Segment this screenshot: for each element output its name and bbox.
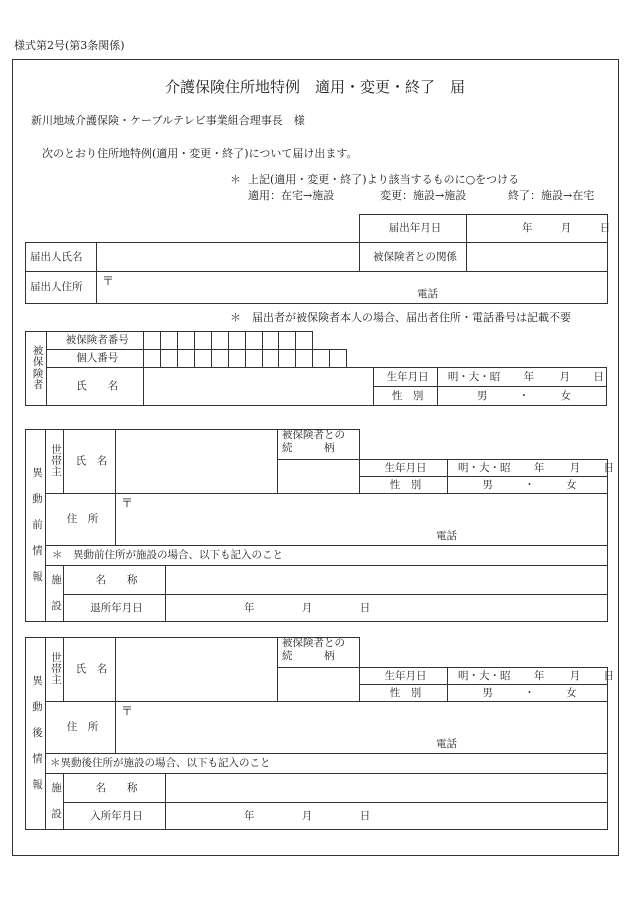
before-era: 明・大・昭 (458, 461, 511, 474)
before-year: 年 (533, 461, 545, 474)
after-name-field[interactable] (116, 638, 278, 702)
notifier-date-table (359, 214, 611, 243)
after-postal-mark: 〒 (121, 704, 134, 718)
insured-male[interactable]: 男 (476, 389, 488, 402)
after-entry-day: 日 (359, 809, 371, 822)
after-era: 明・大・昭 (458, 669, 511, 682)
before-facility-name-field[interactable] (166, 566, 608, 595)
insured-number-box[interactable] (211, 332, 228, 350)
after-entry-date-field[interactable] (166, 803, 608, 830)
before-leave-year: 年 (244, 601, 255, 614)
insured-number-box[interactable] (228, 332, 245, 350)
insured-name-label: 氏 名 (47, 368, 144, 406)
before-head-label: 世 帯 主 (46, 430, 64, 494)
insured-sex-field[interactable] (437, 387, 606, 406)
insured-birth-label: 生年月日 (374, 368, 437, 387)
insured-birth-field[interactable] (437, 368, 606, 387)
note-mark: ＊ (230, 173, 241, 186)
personal-number-box[interactable] (228, 350, 245, 368)
after-facility-side: 施 設 (46, 774, 64, 830)
after-male[interactable]: 男 (482, 686, 493, 699)
notifier-name-label: 届出人氏名 (26, 243, 97, 272)
before-facility-note: ＊ 異動前住所が施設の場合、以下も記入のこと (46, 546, 608, 566)
insured-female[interactable]: 女 (560, 389, 571, 402)
after-head-label: 世 帯 主 (46, 638, 64, 702)
after-entry-date-label: 入所年月日 (64, 803, 166, 830)
insured-era: 明・大・昭 (447, 370, 501, 383)
before-facility-name-label: 名 称 (64, 566, 166, 595)
insured-year: 年 (523, 370, 535, 383)
before-name-label: 氏 名 (64, 430, 116, 494)
before-leave-day: 日 (359, 601, 371, 614)
personal-number-box[interactable] (313, 350, 330, 368)
personal-number-box[interactable] (296, 350, 313, 368)
personal-number-box[interactable] (330, 350, 347, 368)
before-relation-field[interactable] (278, 460, 360, 494)
personal-number-box[interactable] (144, 350, 161, 368)
insured-side-label: 被 保 険 者 (26, 332, 47, 406)
after-facility-note: ＊異動後住所が施設の場合、以下も記入のこと (46, 754, 608, 774)
before-day: 日 (603, 461, 615, 474)
after-birth-label: 生年月日 (360, 668, 448, 685)
after-address-field[interactable] (116, 702, 608, 754)
after-relation-field[interactable] (278, 668, 360, 702)
insured-number-box[interactable] (279, 332, 296, 350)
insured-month: 月 (559, 370, 570, 383)
insured-sex-label: 性 別 (374, 387, 437, 406)
notifier-relation-label: 被保険者との関係 (360, 243, 467, 272)
insured-number-box[interactable] (161, 332, 178, 350)
personal-number-box[interactable] (211, 350, 228, 368)
before-facility-side: 施 設 (46, 566, 64, 622)
before-address-label: 住 所 (46, 494, 116, 546)
after-sex-label: 性 別 (360, 685, 448, 702)
before-table (25, 429, 615, 622)
before-female[interactable]: 女 (566, 478, 577, 491)
after-entry-year: 年 (244, 809, 255, 822)
before-male[interactable]: 男 (482, 478, 493, 491)
intro-text: 次のとおり住所地特例(適用・変更・終了)について届け出ます。 (42, 147, 358, 160)
insured-number-label: 被保険者番号 (47, 332, 144, 350)
insured-number-box[interactable] (296, 332, 313, 350)
note-apply: 適用：在宅→施設 (248, 189, 335, 202)
before-sex-field[interactable] (448, 477, 608, 494)
insured-name-field[interactable] (144, 368, 374, 406)
personal-number-box[interactable] (194, 350, 211, 368)
insured-number-box[interactable] (144, 332, 161, 350)
notifier-name-field[interactable] (97, 243, 360, 272)
note-line1: 上記(適用・変更・終了)より該当するものに○をつける (248, 173, 520, 186)
insured-sex-dot: ・ (518, 389, 530, 402)
personal-number-box[interactable] (245, 350, 262, 368)
after-female[interactable]: 女 (566, 686, 577, 699)
before-leave-month: 月 (301, 601, 313, 614)
personal-number-box[interactable] (279, 350, 296, 368)
notify-day: 日 (599, 222, 611, 235)
after-facility-name-field[interactable] (166, 774, 608, 803)
before-sex-dot: ・ (524, 478, 535, 491)
notifier-address-field[interactable] (97, 272, 608, 304)
after-table (25, 637, 615, 830)
before-side-label: 異 動 前 情 報 (26, 430, 46, 622)
notifier-phone-label: 電話 (417, 287, 438, 300)
note-change: 変更：施設→施設 (380, 189, 467, 202)
before-leave-date-label: 退所年月日 (64, 595, 166, 622)
insured-number-box[interactable] (194, 332, 211, 350)
after-day: 日 (603, 669, 615, 682)
before-leave-date-field[interactable] (166, 595, 608, 622)
insured-number-box[interactable] (178, 332, 195, 350)
notify-date-label: 届出年月日 (360, 215, 467, 243)
form-number: 様式第2号(第3条関係) (14, 39, 125, 52)
notify-year: 年 (522, 222, 533, 235)
notify-month: 月 (560, 222, 572, 235)
after-sex-dot: ・ (524, 686, 535, 699)
after-facility-name-label: 名 称 (64, 774, 166, 803)
after-sex-field[interactable] (448, 685, 608, 702)
insured-number-box[interactable] (262, 332, 279, 350)
note-end: 終了：施設→在宅 (508, 189, 595, 202)
after-entry-month: 月 (301, 809, 313, 822)
after-year: 年 (533, 669, 545, 682)
personal-number-label: 個人番号 (47, 350, 144, 368)
insured-table (25, 331, 607, 406)
before-name-field[interactable] (116, 430, 278, 494)
notifier-relation-field[interactable] (467, 243, 608, 272)
personal-number-box[interactable] (161, 350, 178, 368)
after-birth-field[interactable] (448, 668, 615, 685)
before-relation-label: 被保険者との 続 柄 (278, 430, 360, 460)
insured-day: 日 (593, 370, 604, 383)
form-title: 介護保険住所地特例 適用・変更・終了 届 (164, 78, 465, 96)
notifier-address-label: 届出人住所 (26, 272, 97, 304)
before-birth-field[interactable] (448, 460, 615, 477)
after-address-label: 住 所 (46, 702, 116, 754)
notifier-table (25, 242, 608, 304)
before-month: 月 (569, 461, 581, 474)
before-postal-mark: 〒 (121, 496, 134, 510)
after-name-label: 氏 名 (64, 638, 116, 702)
before-birth-label: 生年月日 (360, 460, 448, 477)
addressee: 新川地域介護保険・ケーブルテレビ事業組合理事長 様 (31, 114, 305, 127)
after-phone-label: 電話 (436, 737, 457, 750)
personal-number-box[interactable] (178, 350, 195, 368)
notify-date-field[interactable] (467, 215, 611, 243)
after-month: 月 (569, 669, 581, 682)
before-sex-label: 性 別 (360, 477, 448, 494)
notifier-postal-mark: 〒 (102, 274, 115, 288)
before-address-field[interactable] (116, 494, 608, 546)
personal-number-box[interactable] (262, 350, 279, 368)
note-self: ＊ 届出者が被保険者本人の場合、届出者住所・電話番号は記載不要 (230, 311, 571, 324)
after-side-label: 異 動 後 情 報 (26, 638, 46, 830)
after-relation-label: 被保険者との 続 柄 (278, 638, 360, 668)
insured-number-box[interactable] (245, 332, 262, 350)
before-phone-label: 電話 (436, 529, 457, 542)
